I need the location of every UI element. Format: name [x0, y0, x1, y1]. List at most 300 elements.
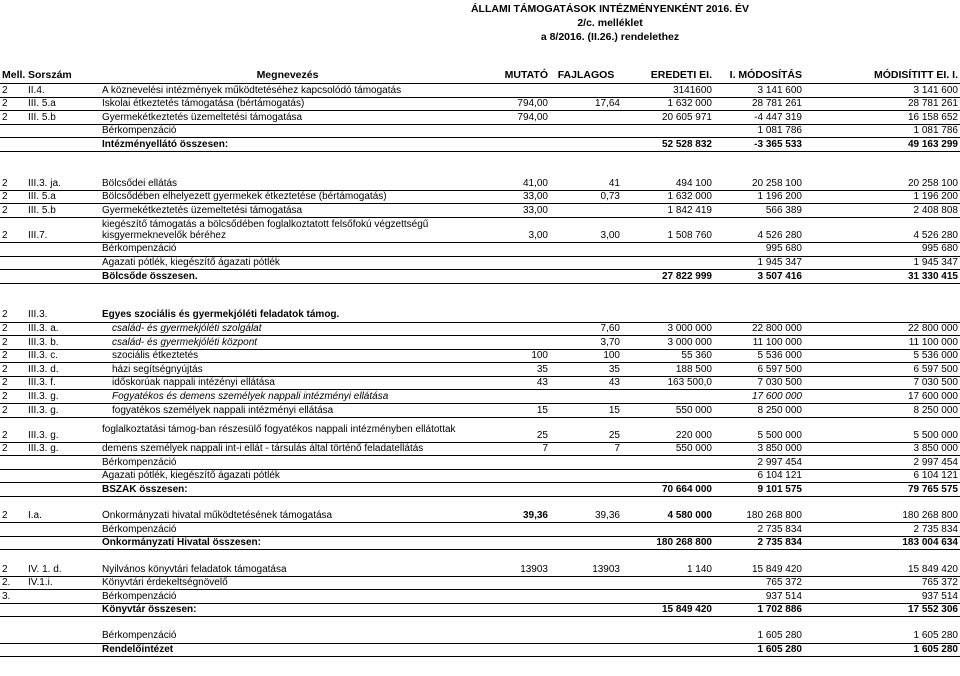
cell-mutato: 25	[475, 417, 550, 442]
cell-sorszam	[26, 469, 100, 483]
cell-mell	[0, 138, 26, 152]
cell-fajlagos	[550, 456, 622, 470]
cell-megnevezes: Gyermekétkeztetés üzemeltetési támogatása	[100, 204, 475, 218]
cell-eredeti: 70 664 000	[622, 483, 714, 497]
cell-mell	[0, 283, 26, 296]
cell-eredeti	[622, 390, 714, 404]
cell-eredeti: 1 632 000	[622, 190, 714, 204]
cell-mutato: 7	[475, 442, 550, 456]
cell-mell: 2	[0, 376, 26, 390]
cell-sorszam	[26, 283, 100, 296]
cell-modositott: 2 735 834	[804, 523, 960, 537]
cell-eredeti	[622, 617, 714, 630]
cell-mutato	[475, 469, 550, 483]
cell-modositas: 1 605 280	[714, 643, 804, 657]
cell-mutato: 100	[475, 349, 550, 363]
table-row	[0, 442, 960, 456]
table-row	[0, 363, 960, 377]
col-header-modositott: MÓDISÍTITT EI. I.	[804, 68, 960, 84]
cell-mell	[0, 456, 26, 470]
cell-modositas: 995 680	[714, 242, 804, 256]
col-header-mell: Mell.	[0, 68, 26, 84]
cell-eredeti	[622, 550, 714, 563]
cell-modositott: 11 100 000	[804, 336, 960, 350]
cell-megnevezes: Gyermekétkeztetés üzemeltetési támogatása	[100, 111, 475, 125]
document-title	[0, 2, 960, 44]
cell-megnevezes: házi segítségnyújtás	[100, 363, 475, 377]
cell-eredeti	[622, 124, 714, 138]
cell-fajlagos: 13903	[550, 563, 622, 576]
cell-sorszam	[26, 296, 100, 309]
table-row	[0, 256, 960, 270]
cell-megnevezes: Bölcsődei ellátás	[100, 177, 475, 190]
table-row	[0, 111, 960, 125]
cell-sorszam	[26, 630, 100, 643]
cell-megnevezes: Egyes szociális és gyermekjóléti feladatok támog.	[100, 309, 475, 322]
cell-modositott: 22 800 000	[804, 322, 960, 336]
col-header-fajlagos: FAJLAGOS	[550, 68, 622, 84]
cell-sorszam: III.3. f.	[26, 376, 100, 390]
table-row	[0, 322, 960, 336]
cell-modositas: 765 372	[714, 576, 804, 590]
spacer-row	[0, 283, 960, 296]
cell-modositott: 5 500 000	[804, 417, 960, 442]
cell-eredeti: 494 100	[622, 177, 714, 190]
cell-mell: 2	[0, 442, 26, 456]
cell-mell	[0, 296, 26, 309]
cell-megnevezes: foglalkoztatási támog-ban részesülő fogyatékos nappali intézményben ellátottak	[100, 417, 475, 442]
cell-megnevezes: Bérkompenzáció	[100, 523, 475, 537]
table-row	[0, 523, 960, 537]
cell-eredeti	[622, 296, 714, 309]
cell-eredeti	[622, 456, 714, 470]
cell-eredeti	[622, 283, 714, 296]
cell-modositas: 3 141 600	[714, 84, 804, 98]
cell-modositas	[714, 151, 804, 164]
cell-sorszam	[26, 242, 100, 256]
cell-mell: 2	[0, 336, 26, 350]
cell-megnevezes: Bérkompenzáció	[100, 590, 475, 604]
cell-eredeti: 55 360	[622, 349, 714, 363]
cell-megnevezes: A köznevelési intézmények működtetéséhez kapcsolódó támogatás	[100, 84, 475, 98]
cell-eredeti	[622, 469, 714, 483]
title-line-3: a 8/2016. (II.26.) rendelethez	[540, 31, 680, 43]
cell-megnevezes: Bölcsőde összesen.	[100, 270, 475, 284]
cell-fajlagos	[550, 204, 622, 218]
cell-mell: 2	[0, 309, 26, 322]
cell-modositas	[714, 617, 804, 630]
cell-mutato	[475, 590, 550, 604]
cell-mell	[0, 483, 26, 497]
cell-megnevezes: kiegészítő támogatás a bölcsődében foglalkoztatott felsőfokú végzettségű kisgyermeknevelők béréhez	[100, 217, 475, 242]
cell-fajlagos	[550, 296, 622, 309]
cell-sorszam: I.a.	[26, 510, 100, 523]
cell-eredeti	[622, 151, 714, 164]
cell-modositott: 3 850 000	[804, 442, 960, 456]
cell-eredeti	[622, 165, 714, 178]
cell-eredeti: 1 842 419	[622, 204, 714, 218]
cell-fajlagos: 0,73	[550, 190, 622, 204]
cell-sorszam: III.3. a.	[26, 322, 100, 336]
cell-fajlagos: 43	[550, 376, 622, 390]
cell-mell	[0, 469, 26, 483]
cell-modositott	[804, 497, 960, 510]
cell-fajlagos	[550, 550, 622, 563]
cell-megnevezes: Bérkompenzáció	[100, 124, 475, 138]
cell-modositott	[804, 550, 960, 563]
table-row	[0, 217, 960, 242]
cell-eredeti: 52 528 832	[622, 138, 714, 152]
table-row	[0, 603, 960, 617]
cell-sorszam: III. 5.a	[26, 97, 100, 111]
cell-modositas: 566 389	[714, 204, 804, 218]
table-row	[0, 563, 960, 576]
cell-fajlagos: 100	[550, 349, 622, 363]
cell-modositott: 6 597 500	[804, 363, 960, 377]
title-line-1: ÁLLAMI TÁMOGATÁSOK INTÉZMÉNYENKÉNT 2016. ÉV	[470, 3, 750, 15]
cell-eredeti	[622, 309, 714, 322]
cell-fajlagos	[550, 283, 622, 296]
cell-sorszam: II.4.	[26, 84, 100, 98]
cell-modositas: 5 500 000	[714, 417, 804, 442]
cell-mutato: 41,00	[475, 177, 550, 190]
cell-modositott: 31 330 415	[804, 270, 960, 284]
cell-sorszam: IV.1.i.	[26, 576, 100, 590]
cell-fajlagos	[550, 483, 622, 497]
cell-sorszam	[26, 643, 100, 657]
cell-eredeti	[622, 576, 714, 590]
cell-fajlagos	[550, 603, 622, 617]
cell-fajlagos	[550, 270, 622, 284]
col-header-eredeti: EREDETI EI.	[622, 68, 714, 84]
spacer-row	[0, 151, 960, 164]
cell-modositott: 765 372	[804, 576, 960, 590]
cell-mell	[0, 242, 26, 256]
cell-modositas: 5 536 000	[714, 349, 804, 363]
cell-modositas: 2 735 834	[714, 536, 804, 550]
cell-fajlagos	[550, 536, 622, 550]
cell-modositas: 1 702 886	[714, 603, 804, 617]
cell-mell: 2.	[0, 576, 26, 590]
cell-megnevezes: Ágazati pótlék, kiegészítő ágazati pótlék	[100, 469, 475, 483]
cell-eredeti: 188 500	[622, 363, 714, 377]
cell-fajlagos: 15	[550, 404, 622, 418]
cell-mell: 2	[0, 404, 26, 418]
cell-mutato: 15	[475, 404, 550, 418]
cell-eredeti: 15 849 420	[622, 603, 714, 617]
cell-mutato: 794,00	[475, 97, 550, 111]
cell-modositas	[714, 296, 804, 309]
cell-eredeti: 550 000	[622, 404, 714, 418]
cell-megnevezes: Bérkompenzáció	[100, 456, 475, 470]
cell-modositott: 28 781 261	[804, 97, 960, 111]
cell-fajlagos	[550, 111, 622, 125]
col-header-modositas: I. MÓDOSÍTÁS	[714, 68, 804, 84]
cell-modositott: 17 552 306	[804, 603, 960, 617]
cell-mell: 2	[0, 417, 26, 442]
table-row	[0, 469, 960, 483]
cell-eredeti: 1 508 760	[622, 217, 714, 242]
cell-mell	[0, 643, 26, 657]
cell-mutato	[475, 483, 550, 497]
cell-fajlagos	[550, 151, 622, 164]
table-row	[0, 97, 960, 111]
cell-fajlagos	[550, 390, 622, 404]
cell-sorszam: III.7.	[26, 217, 100, 242]
cell-modositas: 1 605 280	[714, 630, 804, 643]
cell-modositott: 937 514	[804, 590, 960, 604]
cell-modositott: 8 250 000	[804, 404, 960, 418]
cell-modositott: 20 258 100	[804, 177, 960, 190]
table-row	[0, 190, 960, 204]
cell-megnevezes: Iskolai étkeztetés támogatása (bértámogatás)	[100, 97, 475, 111]
cell-mell	[0, 497, 26, 510]
spacer-row	[0, 296, 960, 309]
cell-modositott: 1 605 280	[804, 630, 960, 643]
cell-mell: 2	[0, 204, 26, 218]
table-row	[0, 376, 960, 390]
cell-eredeti: 4 580 000	[622, 510, 714, 523]
spacer-row	[0, 165, 960, 178]
cell-fajlagos: 7,60	[550, 322, 622, 336]
cell-megnevezes: Intézményellátó összesen:	[100, 138, 475, 152]
cell-megnevezes: család- és gyermekjóléti központ	[100, 336, 475, 350]
cell-mell	[0, 165, 26, 178]
table-row	[0, 390, 960, 404]
cell-modositas	[714, 165, 804, 178]
table-row	[0, 417, 960, 442]
cell-modositas: 3 507 416	[714, 270, 804, 284]
cell-modositott: 7 030 500	[804, 376, 960, 390]
cell-modositott: 2 997 454	[804, 456, 960, 470]
cell-megnevezes: Könyvtár összesen:	[100, 603, 475, 617]
cell-megnevezes: BSZAK összesen:	[100, 483, 475, 497]
table-row	[0, 510, 960, 523]
cell-megnevezes	[100, 497, 475, 510]
cell-modositas: 180 268 800	[714, 510, 804, 523]
cell-sorszam	[26, 165, 100, 178]
cell-modositas: 15 849 420	[714, 563, 804, 576]
cell-modositas: 2 997 454	[714, 456, 804, 470]
cell-sorszam	[26, 124, 100, 138]
cell-modositott: 2 408 808	[804, 204, 960, 218]
cell-mutato	[475, 138, 550, 152]
cell-modositott	[804, 151, 960, 164]
cell-mell: 2	[0, 217, 26, 242]
cell-modositas	[714, 309, 804, 322]
cell-modositas: 1 196 200	[714, 190, 804, 204]
cell-modositott: 995 680	[804, 242, 960, 256]
cell-sorszam	[26, 536, 100, 550]
cell-mutato	[475, 242, 550, 256]
cell-sorszam	[26, 590, 100, 604]
table-row	[0, 242, 960, 256]
cell-eredeti: 3 000 000	[622, 336, 714, 350]
cell-fajlagos	[550, 630, 622, 643]
cell-sorszam	[26, 523, 100, 537]
support-table	[0, 68, 960, 657]
table-row	[0, 456, 960, 470]
cell-modositott	[804, 165, 960, 178]
cell-eredeti	[622, 497, 714, 510]
cell-mell	[0, 617, 26, 630]
cell-sorszam: III. 5.b	[26, 204, 100, 218]
cell-mutato: 33,00	[475, 190, 550, 204]
cell-eredeti: 20 605 971	[622, 111, 714, 125]
cell-fajlagos	[550, 242, 622, 256]
cell-modositott: 180 268 800	[804, 510, 960, 523]
cell-eredeti: 163 500,0	[622, 376, 714, 390]
cell-modositott	[804, 309, 960, 322]
cell-modositas	[714, 497, 804, 510]
cell-modositott: 1 605 280	[804, 643, 960, 657]
cell-mell	[0, 630, 26, 643]
cell-mell	[0, 550, 26, 563]
cell-modositas: 11 100 000	[714, 336, 804, 350]
cell-mutato: 3,00	[475, 217, 550, 242]
table-row	[0, 630, 960, 643]
table-row	[0, 138, 960, 152]
cell-sorszam: III.3. g.	[26, 404, 100, 418]
cell-eredeti: 3141600	[622, 84, 714, 98]
cell-mutato	[475, 550, 550, 563]
table-row	[0, 590, 960, 604]
cell-megnevezes	[100, 296, 475, 309]
cell-modositott: 49 163 299	[804, 138, 960, 152]
cell-eredeti	[622, 643, 714, 657]
spacer-row	[0, 550, 960, 563]
cell-mell	[0, 523, 26, 537]
table-row	[0, 643, 960, 657]
cell-mell	[0, 151, 26, 164]
cell-fajlagos	[550, 497, 622, 510]
cell-modositott: 3 141 600	[804, 84, 960, 98]
table-row	[0, 204, 960, 218]
cell-sorszam	[26, 497, 100, 510]
cell-modositas: 6 597 500	[714, 363, 804, 377]
cell-fajlagos: 39,36	[550, 510, 622, 523]
cell-sorszam	[26, 270, 100, 284]
cell-fajlagos	[550, 309, 622, 322]
cell-megnevezes: Önkormányzati hivatal működtetésének támogatása	[100, 510, 475, 523]
cell-eredeti	[622, 590, 714, 604]
cell-eredeti: 1 140	[622, 563, 714, 576]
cell-fajlagos	[550, 617, 622, 630]
cell-sorszam	[26, 550, 100, 563]
cell-sorszam: III.3. g.	[26, 417, 100, 442]
cell-sorszam: III.3. g.	[26, 442, 100, 456]
cell-fajlagos	[550, 523, 622, 537]
cell-mutato	[475, 630, 550, 643]
cell-sorszam: III.3. d.	[26, 363, 100, 377]
table-row	[0, 84, 960, 98]
cell-mutato	[475, 322, 550, 336]
cell-modositas: 937 514	[714, 590, 804, 604]
cell-modositott: 16 158 652	[804, 111, 960, 125]
cell-mutato: 35	[475, 363, 550, 377]
cell-mell: 2	[0, 177, 26, 190]
table-row	[0, 483, 960, 497]
cell-modositas: 20 258 100	[714, 177, 804, 190]
cell-modositas: -4 447 319	[714, 111, 804, 125]
header-row	[0, 68, 960, 84]
cell-megnevezes: Rendelőintézet	[100, 643, 475, 657]
cell-fajlagos	[550, 124, 622, 138]
table-row	[0, 336, 960, 350]
title-line-2: 2/c. melléklet	[577, 17, 643, 29]
cell-sorszam	[26, 151, 100, 164]
spacer-row	[0, 617, 960, 630]
cell-mutato	[475, 336, 550, 350]
cell-eredeti	[622, 256, 714, 270]
cell-sorszam	[26, 456, 100, 470]
cell-megnevezes	[100, 151, 475, 164]
cell-eredeti: 180 268 800	[622, 536, 714, 550]
cell-eredeti: 1 632 000	[622, 97, 714, 111]
cell-modositott: 1 945 347	[804, 256, 960, 270]
table-row	[0, 404, 960, 418]
cell-megnevezes: Ágazati pótlék, kiegészítő ágazati pótlék	[100, 256, 475, 270]
cell-modositott	[804, 283, 960, 296]
table-row	[0, 124, 960, 138]
table-row	[0, 309, 960, 322]
cell-mutato	[475, 256, 550, 270]
cell-modositas: 7 030 500	[714, 376, 804, 390]
cell-fajlagos	[550, 643, 622, 657]
cell-mutato	[475, 165, 550, 178]
cell-modositas: 1 945 347	[714, 256, 804, 270]
cell-mutato	[475, 151, 550, 164]
cell-mell	[0, 536, 26, 550]
cell-modositott: 183 004 634	[804, 536, 960, 550]
cell-fajlagos: 35	[550, 363, 622, 377]
cell-fajlagos	[550, 256, 622, 270]
cell-sorszam: III.3. g.	[26, 390, 100, 404]
cell-mutato	[475, 270, 550, 284]
cell-mell: 2	[0, 363, 26, 377]
cell-fajlagos	[550, 84, 622, 98]
cell-fajlagos: 17,64	[550, 97, 622, 111]
cell-modositas	[714, 283, 804, 296]
cell-modositas: 2 735 834	[714, 523, 804, 537]
cell-sorszam: III.3. b.	[26, 336, 100, 350]
cell-megnevezes	[100, 283, 475, 296]
cell-eredeti: 27 822 999	[622, 270, 714, 284]
cell-fajlagos: 3,70	[550, 336, 622, 350]
cell-megnevezes	[100, 550, 475, 563]
cell-modositott: 79 765 575	[804, 483, 960, 497]
cell-megnevezes	[100, 617, 475, 630]
cell-modositas: 28 781 261	[714, 97, 804, 111]
cell-mutato	[475, 390, 550, 404]
cell-megnevezes: Bölcsődében elhelyezett gyermekek étkeztetése (bértámogatás)	[100, 190, 475, 204]
cell-megnevezes: Önkormányzati Hivatal összesen:	[100, 536, 475, 550]
cell-mutato	[475, 124, 550, 138]
cell-fajlagos	[550, 165, 622, 178]
cell-mutato	[475, 84, 550, 98]
cell-modositas: 1 081 786	[714, 124, 804, 138]
cell-mutato	[475, 643, 550, 657]
cell-eredeti	[622, 523, 714, 537]
cell-fajlagos: 41	[550, 177, 622, 190]
cell-sorszam	[26, 603, 100, 617]
cell-sorszam: III. 5.b	[26, 111, 100, 125]
cell-mutato: 43	[475, 376, 550, 390]
cell-mell: 2	[0, 322, 26, 336]
cell-mutato	[475, 576, 550, 590]
cell-modositas: 4 526 280	[714, 217, 804, 242]
cell-mell: 2	[0, 190, 26, 204]
